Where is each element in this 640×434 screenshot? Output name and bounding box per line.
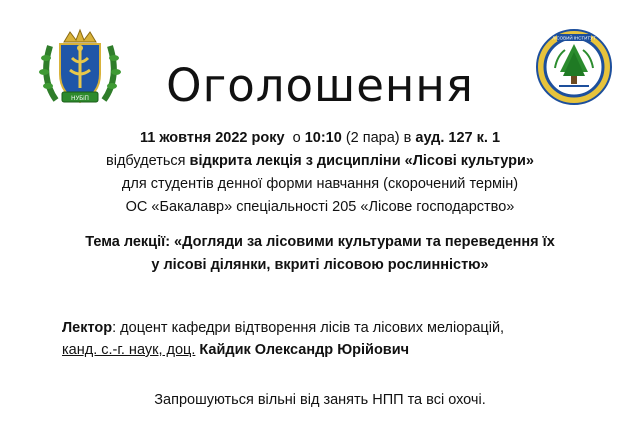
room-prefix: в xyxy=(403,130,412,146)
lecturer-name: Кайдик Олександр Юрійович xyxy=(199,342,410,358)
time-prefix: о xyxy=(292,130,301,146)
lecturer-label: Лектор xyxy=(62,320,113,336)
lecture-date: 11 жовтня 2022 року xyxy=(139,130,285,146)
audience-line: для студентів денної форми навчання (скорочений термін) xyxy=(121,176,519,192)
lecture-info xyxy=(0,127,640,219)
event-line xyxy=(0,150,640,173)
lecturer-degree: канд. с.-г. наук, доц. xyxy=(62,342,196,358)
lecture-pair: (2 пара) xyxy=(345,130,400,146)
date-time-line xyxy=(0,127,640,150)
invitation-text: Запрошуються вільні від занять НПП та всі охочі. xyxy=(154,392,486,408)
topic-line-1: : «Догляди за лісовими культурами та переведення їх xyxy=(165,234,555,250)
topic-label: Тема лекції xyxy=(85,234,166,250)
lecturer-position: : доцент кафедри відтворення лісів та лісових меліорацій, xyxy=(112,320,505,336)
announcement-title: Оголошення xyxy=(166,59,474,112)
lecturer-info xyxy=(62,317,504,361)
event-prefix: відбудеться xyxy=(106,153,186,169)
svg-text:ЛІСОВИЙ ІНСТИТУТ: ЛІСОВИЙ ІНСТИТУТ xyxy=(552,35,596,41)
lecture-time: 10:10 xyxy=(304,130,342,146)
specialty-line: ОС «Бакалавр» спеціальності 205 «Лісове господарство» xyxy=(125,199,515,215)
topic-line-2: у лісові ділянки, вкриті лісовою рослинністю» xyxy=(151,257,489,273)
lecture-topic xyxy=(0,231,640,277)
event-description: відкрита лекція з дисципліни «Лісові культури» xyxy=(189,153,534,169)
svg-text:НУБіП: НУБіП xyxy=(71,96,89,102)
lecture-room: ауд. 127 к. 1 xyxy=(415,130,501,146)
